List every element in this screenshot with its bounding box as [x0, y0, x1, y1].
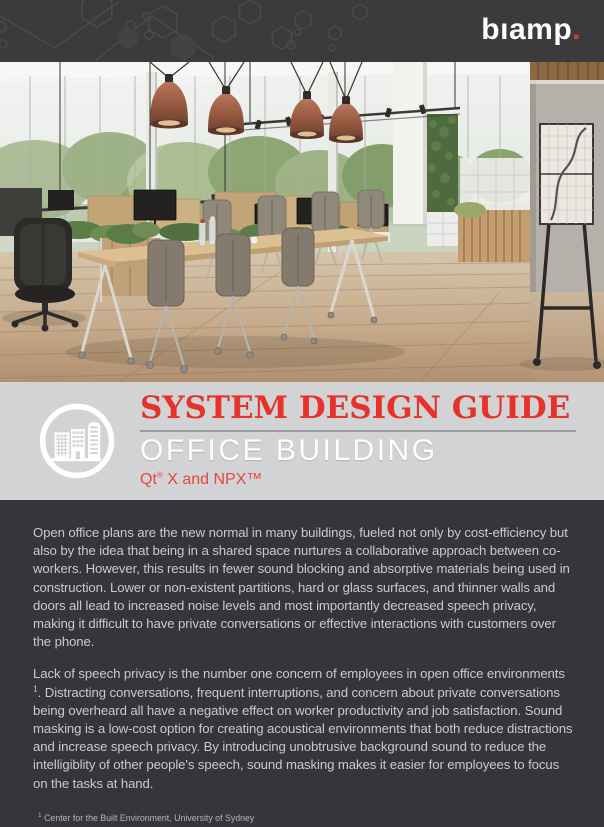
- footnote-marker: 1: [38, 811, 42, 819]
- biamp-logo: [481, 12, 581, 48]
- registered-mark: ®: [156, 470, 163, 480]
- product-subtitle: Qt® X and NPX™: [140, 470, 263, 488]
- hexagon-pattern-decoration: [0, 0, 420, 62]
- paragraph-1: Open office plans are the new normal in many buildings, fueled not only by cost-efficiency but also by the idea that being in a shared space nurtures a collaborative approach between co-workers. However, this results in fewer sound blocking and absorptive materials being used in construction. Lower or non-existent partitions, hard or glass surfaces, and thinner walls and doors all lead to increased noise levels and most importantly decreased speech privacy, making it difficult to have private conversations or effective interactions with customers over the phone.: [33, 525, 570, 650]
- biamp-logo-text: bıamp: [481, 13, 573, 46]
- title-band: [0, 382, 604, 500]
- hero-photo: [0, 62, 604, 382]
- page-title: OFFICE BUILDING: [140, 434, 438, 468]
- document-eyebrow: SYSTEM DESIGN GUIDE: [140, 390, 571, 427]
- body-copy: [0, 500, 604, 827]
- header-bar: [0, 0, 604, 62]
- title-divider: [140, 430, 576, 432]
- paragraph-2: Lack of speech privacy is the number one concern of employees in open office environments $^1$. Distracting conversations, frequent interruptions, and concern about private conversations being overheard all have a negative effect on worker productivity and job satisfaction. Sound masking is a low-cost option for creating acoustical environments that both reduce distractions and increase speech privacy. By introducing unobtrusive background sound to reduce the intelligiblity of other people's speech, sound masking makes it easier for employees to focus on the tasks at hand.: [33, 666, 573, 791]
- office-building-icon: [34, 398, 120, 484]
- footnote-reference: 1: [33, 683, 38, 694]
- biamp-logo-dot: .: [572, 13, 581, 46]
- footnote: $^1$ Center for the Built Environment, University of Sydney: [38, 811, 255, 823]
